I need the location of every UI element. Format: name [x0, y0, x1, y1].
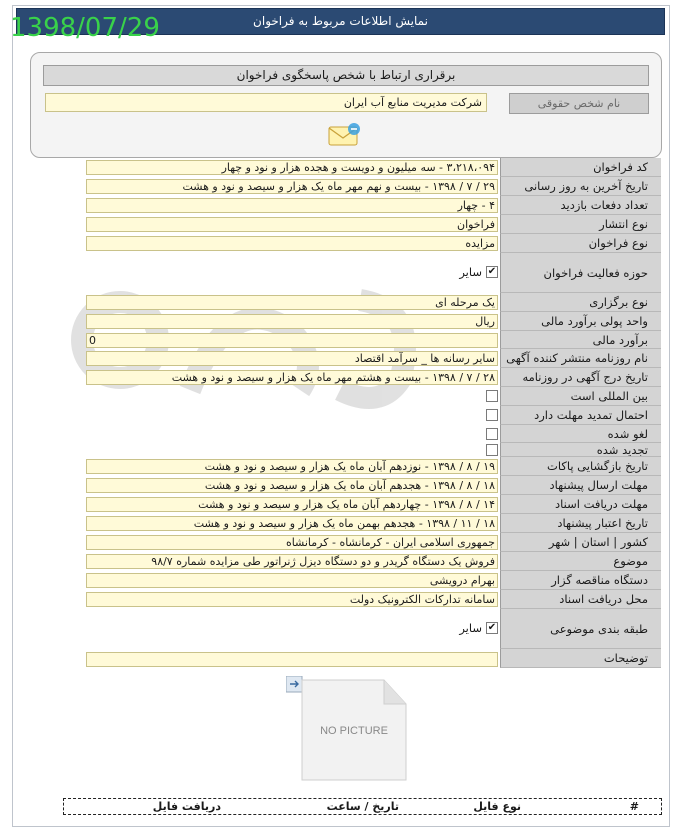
row-label-renewed: تجدید شده: [500, 443, 661, 457]
checkbox-subject-category[interactable]: ✔: [487, 622, 497, 633]
row-label-docs-place: محل دریافت اسناد: [500, 590, 661, 609]
row-value-opening-date: ۱۹ / ۸ / ۱۳۹۸ - نوزدهم آبان ماه یک هزار و سیصد و نود و هشت: [86, 459, 498, 474]
row-label-extension: احتمال تمدید مهلت دارد: [500, 406, 661, 425]
row-label-newspaper-date: تاریخ درج آگهی در روزنامه: [500, 368, 661, 387]
contact-person-value: شرکت مدیریت منابع آب ایران: [45, 93, 487, 112]
no-picture-image: [286, 676, 410, 789]
files-table-header: [63, 798, 662, 815]
row-value-docs-place: سامانه تدارکات الکترونیک دولت: [86, 592, 498, 607]
row-value-visit-count: ۴ - چهار: [86, 198, 498, 213]
files-col-date: تاریخ / ساعت: [326, 800, 399, 813]
row-label-docs-deadline: مهلت دریافت اسناد: [500, 495, 661, 514]
row-value-newspaper-date: ۲۸ / ۷ / ۱۳۹۸ - بیست و هشتم مهر ماه یک هزار و سیصد و نود و هشت: [86, 370, 498, 385]
files-col-hash: #: [629, 800, 639, 813]
date-stamp: 1398/07/29: [10, 13, 160, 43]
row-label-last-update: تاریخ آخرین به روز رسانی: [500, 177, 661, 196]
row-label-submit-deadline: مهلت ارسال پیشنهاد: [500, 476, 661, 495]
row-label-visit-count: تعداد دفعات بازدید: [500, 196, 661, 215]
row-value-location: جمهوری اسلامی ایران - کرمانشاه - کرمانشاه: [86, 535, 498, 550]
row-label-location: کشور | استان | شهر: [500, 533, 661, 552]
checkbox-activity-area[interactable]: ✔: [487, 266, 497, 277]
row-label-estimate: برآورد مالی: [500, 331, 661, 349]
checkbox-international[interactable]: [486, 390, 498, 402]
row-label-description: توضیحات: [500, 649, 661, 668]
row-value-publish-type: فراخوان: [86, 217, 498, 232]
row-value-estimate: 0: [86, 333, 498, 348]
row-label-tendering-org: دستگاه مناقصه گزار: [500, 571, 661, 590]
files-col-download: دریافت فایل: [152, 800, 221, 813]
row-value-submit-deadline: ۱۸ / ۸ / ۱۳۹۸ - هجدهم آبان ماه یک هزار و سیصد و نود و هشت: [86, 478, 498, 493]
row-value-tendering-org: بهرام درویشی: [86, 573, 498, 588]
row-label-validity-date: تاریخ اعتبار پیشنهاد: [500, 514, 661, 533]
row-value-code: ۳،۲۱۸،۰۹۴ - سه میلیون و دویست و هجده هزار و نود و چهار: [86, 160, 498, 175]
window-title: نمایش اطلاعات مربوط به فراخوان: [16, 8, 665, 35]
row-label-international: بین المللی است: [500, 387, 661, 406]
files-col-type: نوع فایل: [473, 800, 521, 813]
row-label-holding-type: نوع برگزاری: [500, 293, 661, 312]
row-value-docs-deadline: ۱۴ / ۸ / ۱۳۹۸ - چهاردهم آبان ماه یک هزار و سیصد و نود و هشت: [86, 497, 498, 512]
row-value-newspaper: سایر رسانه ها _ سرآمد اقتصاد: [86, 351, 498, 366]
row-label-publish-type: نوع انتشار: [500, 215, 661, 234]
row-label-currency: واحد پولی برآورد مالی: [500, 312, 661, 331]
row-value-holding-type: یک مرحله ای: [86, 295, 498, 310]
row-label-code: کد فراخوان: [500, 158, 661, 177]
row-label-activity-area: حوزه فعالیت فراخوان: [500, 253, 661, 293]
row-label-subject-category: طبقه بندی موضوعی: [500, 609, 661, 649]
row-value-subject: فروش یک دستگاه گریدر و دو دستگاه دیزل ژنراتور طی مزایده شماره ۹۸/۷: [86, 554, 498, 569]
row-value-currency: ریال: [86, 314, 498, 329]
row-value-call-type: مزایده: [86, 236, 498, 251]
contact-panel: [30, 52, 662, 158]
row-label-newspaper: نام روزنامه منتشر کننده آگهی: [500, 349, 661, 368]
row-value-validity-date: ۱۸ / ۱۱ / ۱۳۹۸ - هجدهم بهمن ماه یک هزار و سیصد و نود و هشت: [86, 516, 498, 531]
no-picture-text: NO PICTURE: [320, 725, 388, 737]
row-value-description: [86, 652, 498, 667]
row-value-last-update: ۲۹ / ۷ / ۱۳۹۸ - بیست و نهم مهر ماه یک هزار و سیصد و نود و هشت: [86, 179, 498, 194]
checkbox-label-activity-area: سایر: [459, 265, 482, 279]
contact-person-label: نام شخص حقوقی: [509, 93, 649, 114]
checkbox-extension[interactable]: [486, 409, 498, 421]
envelope-icon[interactable]: [326, 121, 364, 152]
row-label-call-type: نوع فراخوان: [500, 234, 661, 253]
contact-header: برقراری ارتباط با شخص پاسخگوی فراخوان: [43, 65, 649, 86]
row-label-opening-date: تاریخ بازگشایی پاکات: [500, 457, 661, 476]
row-label-cancelled: لغو شده: [500, 425, 661, 443]
row-label-subject: موضوع: [500, 552, 661, 571]
checkbox-renewed[interactable]: [486, 444, 498, 456]
checkbox-cancelled[interactable]: [486, 428, 498, 440]
checkbox-label-subject-category: سایر: [459, 621, 482, 635]
